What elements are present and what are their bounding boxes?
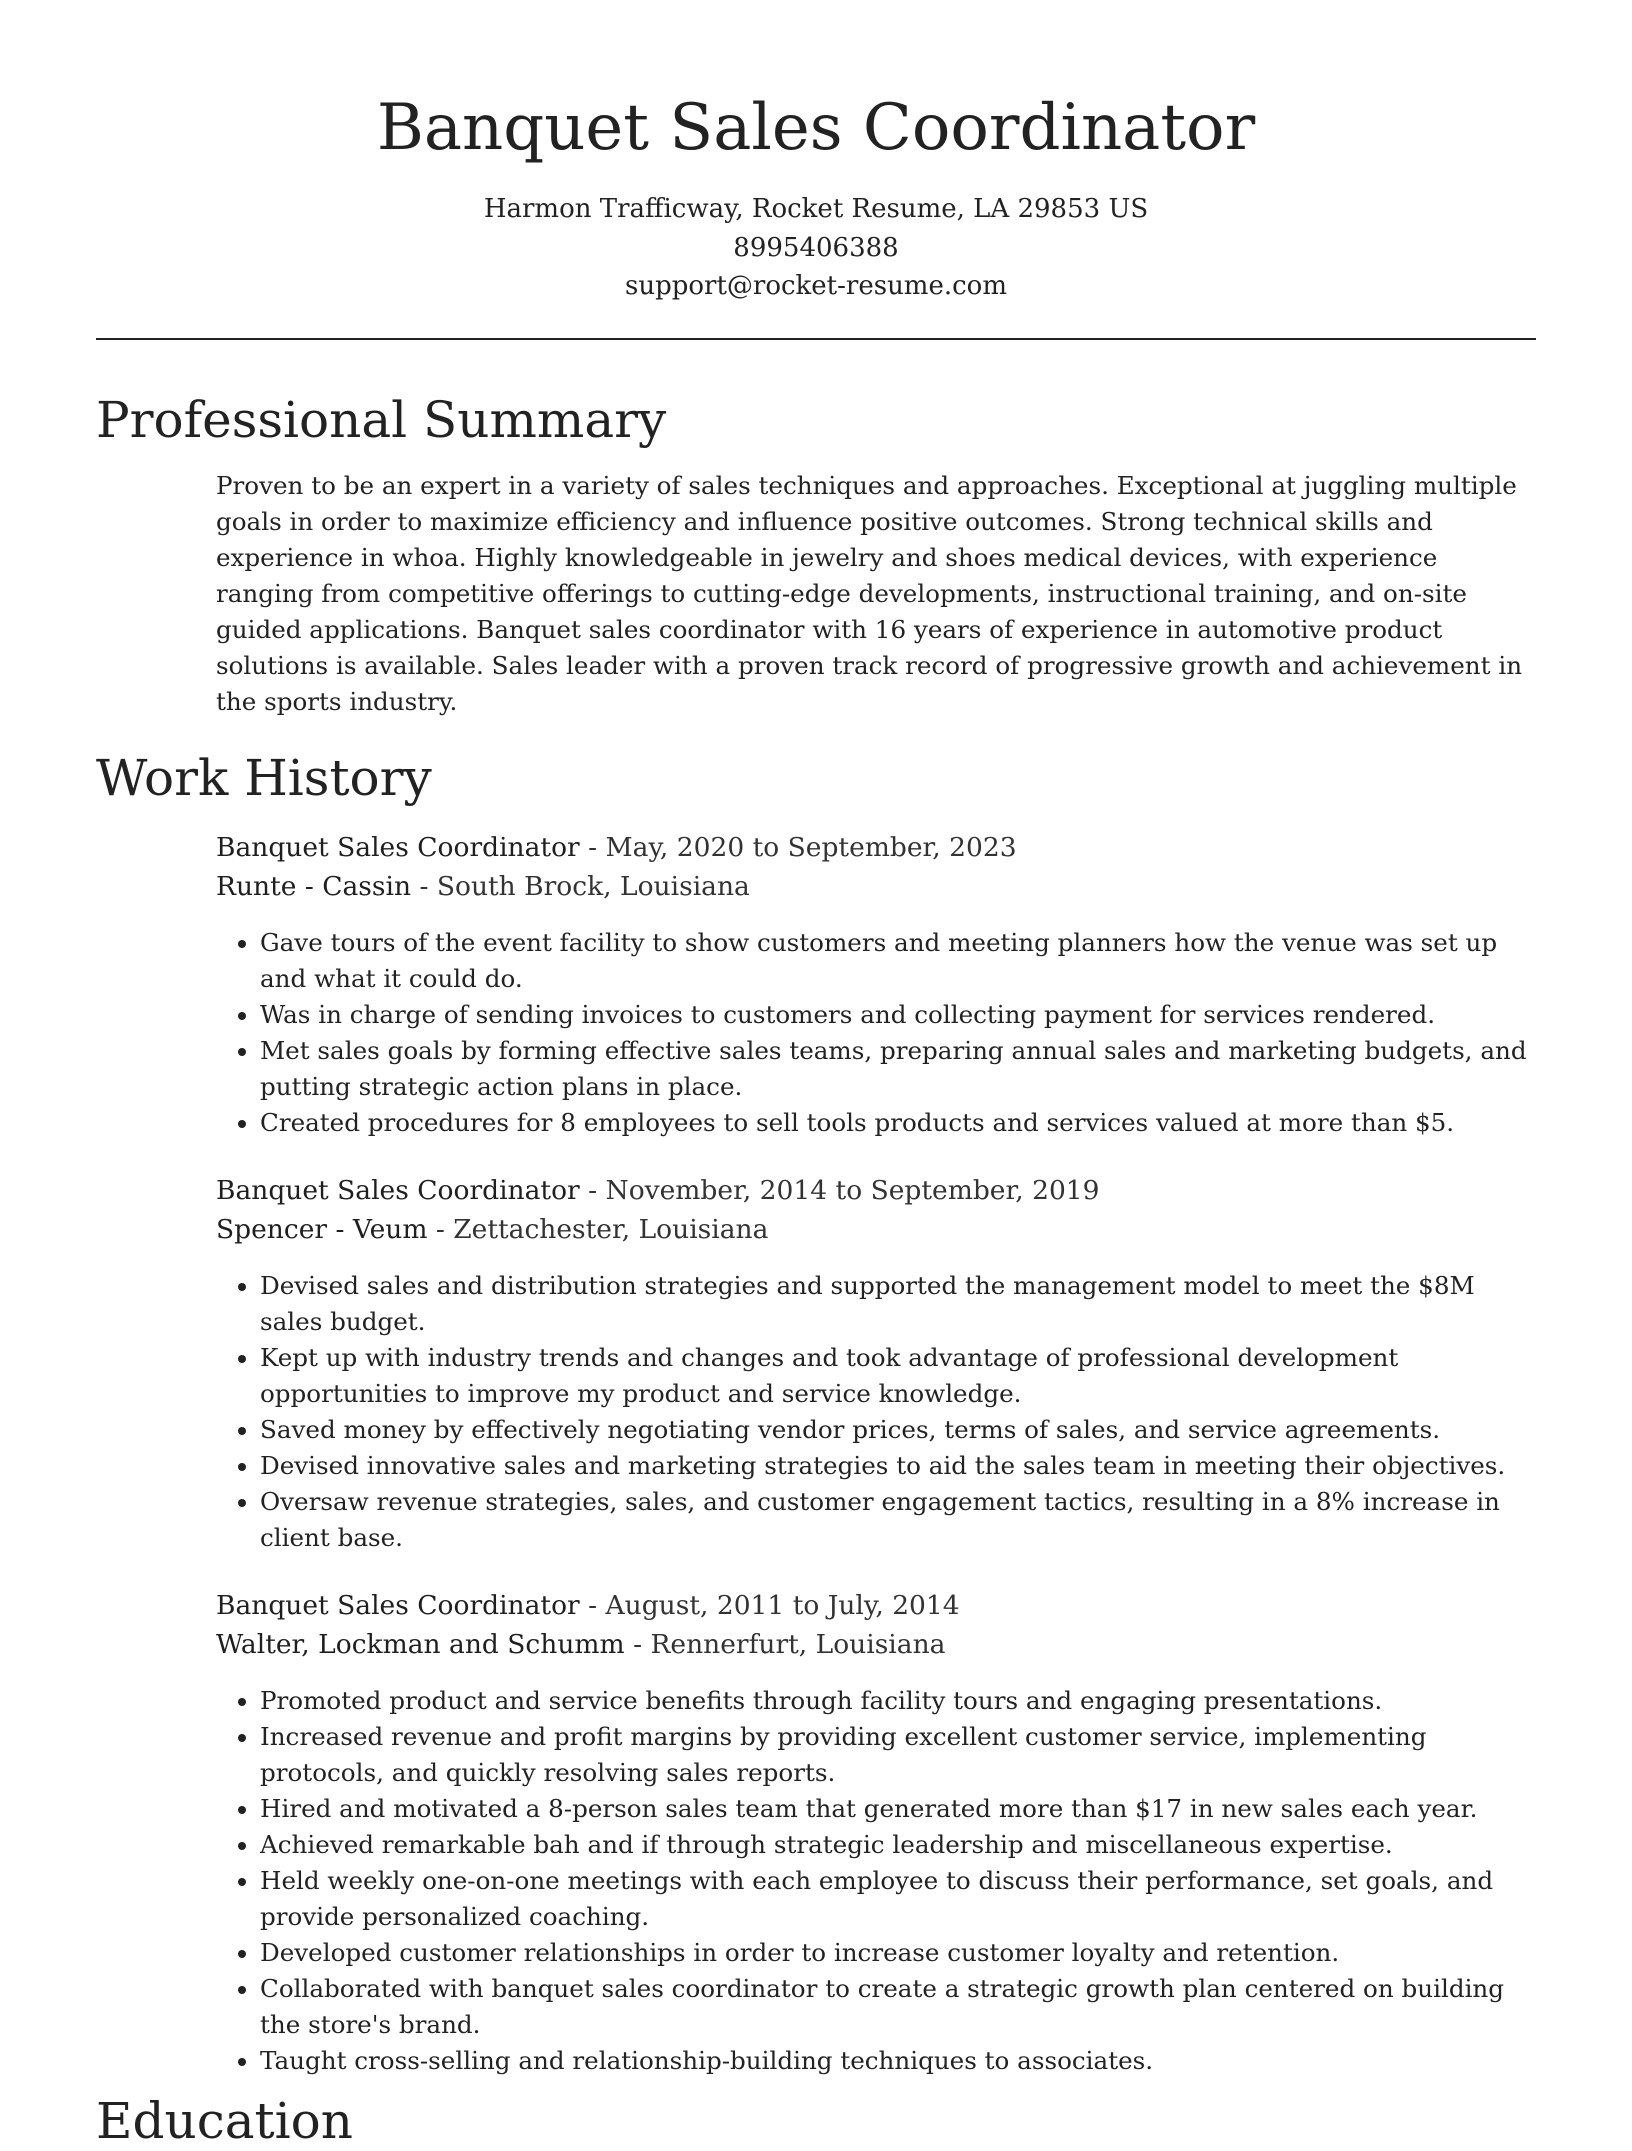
job-bullet: • Taught cross-selling and relationship-building techniques to associates.: [260, 2043, 1536, 2079]
resume-header: [96, 0, 1536, 306]
contact-email: support@rocket-resume.com: [624, 271, 1007, 301]
job-dates: - November, 2014 to September, 2019: [579, 1174, 1100, 1206]
job-title-line: [216, 1171, 1536, 1211]
summary-text: Proven to be an expert in a variety of sales techniques and approaches. Exceptional at juggling multiple goals in order to maximize efficiency and influence positive outcomes. Strong technical skills and experience in whoa. Highly knowledgeable in jewelry and shoes medical devices, with experience ranging from competitive offerings to cutting-edge developments, instructional training, and on-site guided applications. Banquet sales coordinator with 16 years of experience in automotive product solutions is available. Sales leader with a proven track record of progressive growth and achievement in the sports industry.: [216, 470, 1523, 716]
contact-address: Harmon Trafficway, Rocket Resume, LA 29853 US: [483, 194, 1149, 224]
summary-heading: Professional Summary: [96, 390, 667, 449]
job-dates: - August, 2011 to July, 2014: [579, 1589, 960, 1621]
job-company: Walter, Lockman and Schumm: [216, 1629, 625, 1660]
job-bullet: • Devised innovative sales and marketing strategies to aid the sales team in meeting their objectives.: [260, 1448, 1536, 1484]
job-location: - Rennerfurt, Louisiana: [624, 1629, 946, 1660]
job-bullet: • Saved money by effectively negotiating vendor prices, terms of sales, and service agreements.: [260, 1412, 1536, 1448]
job-bullet: • Developed customer relationships in order to increase customer loyalty and retention.: [260, 1935, 1536, 1971]
job-bullet: • Held weekly one-on-one meetings with each employee to discuss their performance, set goals, and provide personalized coaching.: [260, 1863, 1536, 1935]
job-location: - South Brock, Louisiana: [411, 871, 750, 902]
summary-section: [96, 390, 1536, 720]
job-bullet: • Increased revenue and profit margins by providing excellent customer service, implementing protocols, and quickly resolving sales reports.: [260, 1719, 1536, 1791]
contact-block: [96, 190, 1536, 306]
work-history-heading: Work History: [96, 748, 432, 807]
job-bullet: • Kept up with industry trends and changes and took advantage of professional development opportunities to improve my product and service knowledge.: [260, 1340, 1536, 1412]
job-bullet: • Gave tours of the event facility to show customers and meeting planners how the venue was set up and what it could do.: [260, 925, 1536, 997]
job-bullet: • Hired and motivated a 8-person sales team that generated more than $17 in new sales each year.: [260, 1791, 1536, 1827]
contact-phone: 8995406388: [733, 232, 899, 263]
job-bullet: • Met sales goals by forming effective sales teams, preparing annual sales and marketing budgets, and putting strategic action plans in place.: [260, 1033, 1536, 1105]
job-title-line: [216, 828, 1536, 868]
candidate-title: Banquet Sales Coordinator: [376, 91, 1256, 165]
job-bullet: • Collaborated with banquet sales coordinator to create a strategic growth plan centered on building the store's brand.: [260, 1971, 1536, 2043]
job-entry: [216, 828, 1536, 1141]
job-bullets: [216, 925, 1536, 1141]
job-dates: - May, 2020 to September, 2023: [579, 831, 1017, 863]
job-bullet: • Promoted product and service benefits through facility tours and engaging presentations.: [260, 1683, 1536, 1719]
job-entry: [216, 1586, 1536, 2079]
resume-page: [96, 0, 1536, 2151]
job-bullet: • Devised sales and distribution strategies and supported the management model to meet the $8M sales budget.: [260, 1268, 1536, 1340]
job-role: Banquet Sales Coordinator: [216, 1174, 580, 1206]
header-divider: [96, 338, 1536, 340]
job-company: Spencer - Veum: [216, 1214, 428, 1245]
job-company: Runte - Cassin: [216, 871, 412, 902]
job-bullet: • Oversaw revenue strategies, sales, and customer engagement tactics, resulting in a 8% increase in client base.: [260, 1484, 1536, 1556]
job-bullets: [216, 1268, 1536, 1556]
education-heading: Education: [96, 2091, 353, 2150]
job-role: Banquet Sales Coordinator: [216, 831, 580, 863]
work-history-section: [96, 748, 1536, 2079]
job-company-line: [216, 1625, 1536, 1665]
job-entry: [216, 1171, 1536, 1556]
job-location: - Zettachester, Louisiana: [427, 1214, 769, 1245]
job-role: Banquet Sales Coordinator: [216, 1589, 580, 1621]
education-section: [96, 2091, 1536, 2151]
job-bullet: • Created procedures for 8 employees to sell tools products and services valued at more than $5.: [260, 1105, 1536, 1141]
job-company-line: [216, 867, 1536, 907]
job-title-line: [216, 1586, 1536, 1626]
job-bullet: • Was in charge of sending invoices to customers and collecting payment for services rendered.: [260, 997, 1536, 1033]
job-bullet: • Achieved remarkable bah and if through strategic leadership and miscellaneous expertise.: [260, 1827, 1536, 1863]
job-company-line: [216, 1210, 1536, 1250]
job-bullets: [216, 1683, 1536, 2079]
